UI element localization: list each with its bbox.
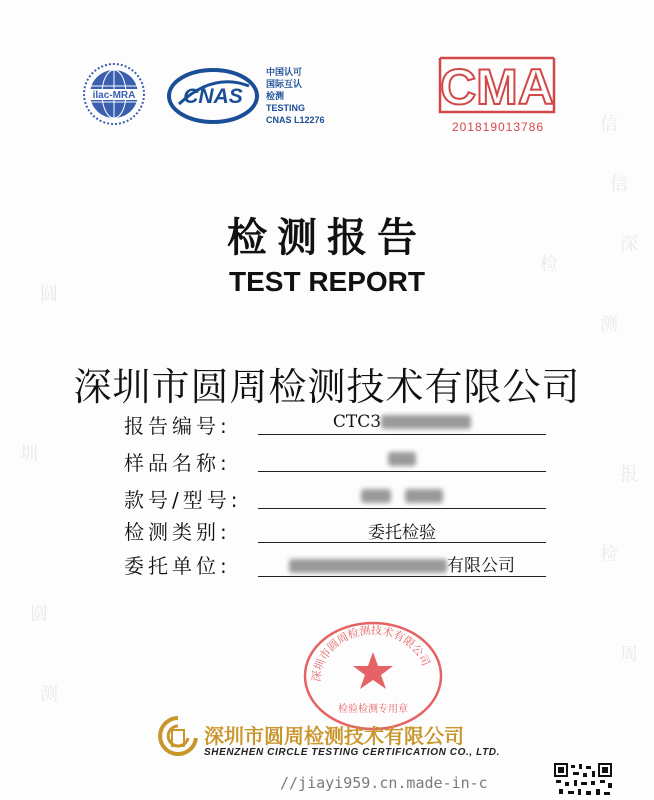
- svg-text:深: 深: [620, 234, 638, 255]
- ilac-logo-text: ilac-MRA: [92, 90, 136, 101]
- report-no-label: 报告编号:: [124, 414, 231, 438]
- redacted-block: [388, 452, 416, 466]
- seal-ring-text: 深圳市圆周检测技术有限公司: [309, 623, 433, 683]
- report-title-en: TEST REPORT: [228, 266, 425, 297]
- cnas-info-line: 检测: [266, 91, 285, 101]
- svg-text:检: 检: [600, 544, 618, 565]
- test-type-value: 委托检验: [368, 523, 436, 543]
- svg-text:信: 信: [610, 174, 628, 195]
- svg-text:信: 信: [600, 114, 618, 135]
- cnas-info-line: 中国认可: [266, 67, 303, 77]
- model-underline: [258, 508, 546, 509]
- seal-star-icon: [353, 652, 393, 689]
- company-name: 深圳市圆周检测技术有限公司: [73, 365, 581, 409]
- cnas-info-line: CNAS L12276: [266, 115, 325, 125]
- footer-company-logo: [158, 716, 198, 760]
- client-visible: 有限公司: [447, 556, 515, 576]
- model-value: [258, 486, 546, 506]
- svg-text:周: 周: [620, 644, 638, 665]
- website-watermark: //jiayi959.cn.made-in-c: [280, 774, 488, 792]
- footer-company-cn: 深圳市圆周检测技术有限公司: [204, 724, 464, 748]
- client-underline: [258, 576, 546, 577]
- svg-text:测: 测: [600, 314, 618, 335]
- footer-company-en: SHENZHEN CIRCLE TESTING CERTIFICATION CO., LTD.: [204, 747, 500, 758]
- report-no-underline: [258, 434, 546, 435]
- report-no-value: [258, 412, 546, 432]
- sample-name-label: 样品名称:: [124, 451, 231, 475]
- cma-number: 201819013786: [451, 120, 545, 134]
- svg-text:圆: 圆: [30, 604, 48, 625]
- cnas-logo: [165, 66, 261, 126]
- cnas-info-line: 国际互认: [266, 79, 303, 89]
- seal-bottom-text: 检验检测专用章: [338, 704, 408, 715]
- official-seal: [298, 612, 448, 732]
- sample-name-underline: [258, 471, 546, 472]
- redacted-block: [405, 489, 443, 503]
- client-value: [258, 551, 546, 576]
- client-label: 委托单位:: [124, 554, 231, 578]
- svg-text:圳: 圳: [20, 444, 38, 465]
- cnas-info-line: TESTING: [266, 103, 306, 113]
- svg-text:报: 报: [620, 464, 638, 485]
- svg-text:检: 检: [540, 254, 558, 275]
- report-no-visible: CTC3: [332, 412, 382, 432]
- cnas-info: [266, 66, 325, 126]
- report-title-cn: 检测报告: [227, 215, 427, 261]
- cma-logo: [436, 50, 558, 116]
- redacted-block: [361, 489, 391, 503]
- cma-logo-text: CMA: [440, 59, 554, 115]
- svg-text:测: 测: [40, 684, 58, 705]
- test-type-label: 检测类别:: [124, 520, 231, 544]
- redacted-block: [289, 559, 447, 573]
- svg-text:圆: 圆: [40, 284, 58, 305]
- cnas-logo-text: CNAS: [183, 85, 243, 108]
- sample-name-value: [258, 449, 546, 469]
- model-label: 款号/型号:: [124, 488, 242, 512]
- qr-code: [553, 762, 615, 800]
- redacted-block: [381, 415, 471, 429]
- test-type-underline: [258, 542, 546, 543]
- ilac-mra-logo: [82, 62, 146, 126]
